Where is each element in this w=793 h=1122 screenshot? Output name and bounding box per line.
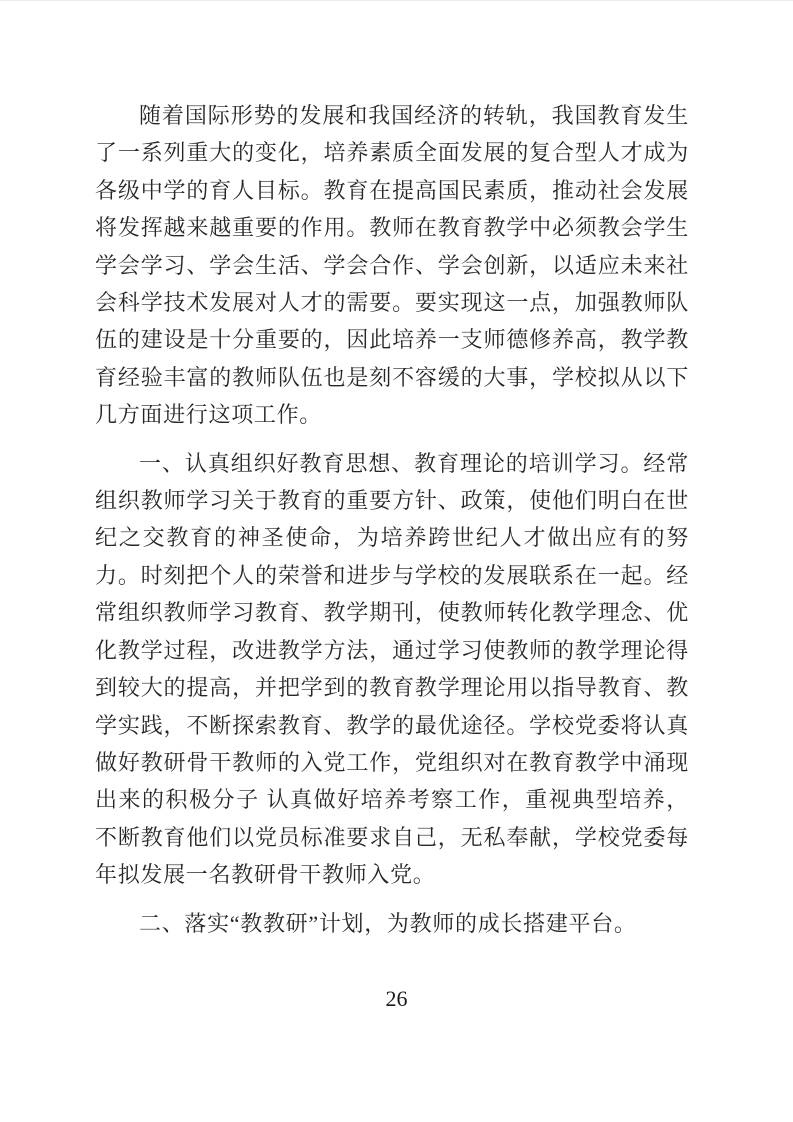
paragraph-section-one: 一、认真组织好教育思想、教育理论的培训学习。经常组织教师学习关于教育的重要方针、政策，使他们明白在世纪之交教育的神圣使命，为培养跨世纪人才做出应有的努力。时刻把个人的荣誉和进步与学校的发展联系在一起。经常组织教师学习教育、教学期刊，使教师转化教学理念、优化教学过程，改进教学方法，通过学习使教师的教学理论得到较大的提高，并把学到的教育教学理论用以指导教育、教学实践，不断探索教育、教学的最优途径。学校党委将认真做好教研骨干教师的入党工作，党组织对在教育教学中涌现出来的积极分子 认真做好培养考察工作，重视典型培养，不断教育他们以党员标准要求自己，无私奉献，学校党委每年拟发展一名教研骨干教师入党。 bbox=[95, 450, 689, 888]
page-number: 26 bbox=[385, 986, 408, 1011]
paragraph-intro: 随着国际形势的发展和我国经济的转轨，我国教育发生了一系列重大的变化，培养素质全面发展的复合型人才成为各级中学的育人目标。教育在提高国民素质，推动社会发展将发挥越来越重要的作用。教师在教育教学中必须教会学生学会学习、学会生活、学会合作、学会创新，以适应未来社会科学技术发展对人才的需要。要实现这一点，加强教师队伍的建设是十分重要的，因此培养一支师德修养高，教学教育经验丰富的教师队伍也是刻不容缓的大事，学校拟从以下几方面进行这项工作。 bbox=[95, 103, 689, 428]
document-body bbox=[95, 97, 689, 953]
paragraph-section-two: 二、落实“教教研”计划，为教师的成长搭建平台。 bbox=[139, 910, 637, 936]
